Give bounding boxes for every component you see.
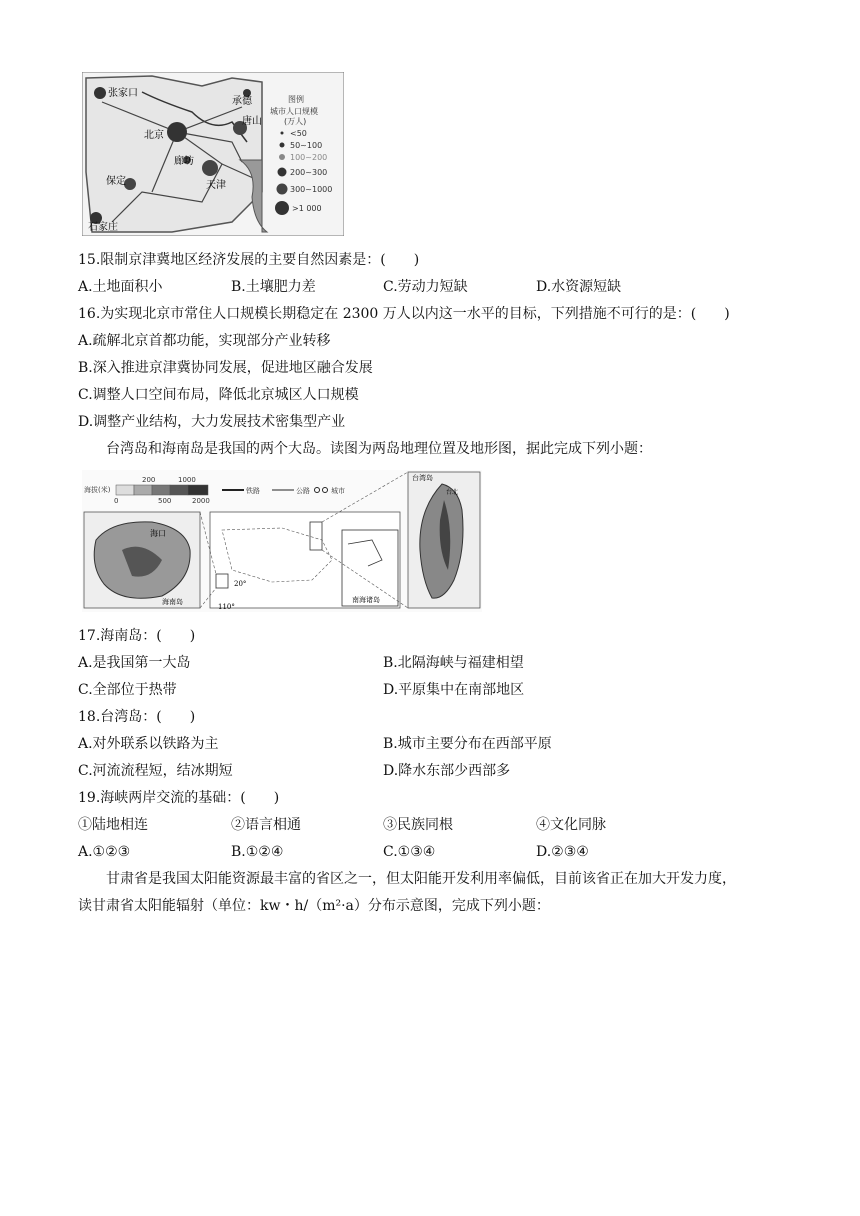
- q19-item-4: ④文化同脉: [536, 817, 606, 833]
- q18-option-b[interactable]: B.城市主要分布在西部平原: [383, 736, 552, 752]
- q19-option-d[interactable]: D.②③④: [536, 844, 589, 860]
- intro-gansu-line2: 读甘肃省太阳能辐射（单位：kw・h/（m²·a）分布示意图，完成下列小题：: [78, 898, 550, 914]
- city-label-zhangjiakou: 张家口: [108, 88, 138, 99]
- label-south-sea: 南海诸岛: [352, 596, 380, 604]
- q16-option-a[interactable]: A.疏解北京首都功能，实现部分产业转移: [78, 333, 331, 349]
- legend-elevation: 海拔(米): [84, 486, 111, 494]
- label-lat: 20°: [234, 580, 247, 588]
- q18-option-a[interactable]: A.对外联系以铁路为主: [78, 736, 219, 752]
- jingjinji-map: [82, 72, 344, 236]
- q15-stem: 15.限制京津冀地区经济发展的主要自然因素是：( ): [78, 252, 420, 268]
- city-label-tangshan: 唐山: [242, 116, 262, 127]
- legend-item-1: <50: [290, 129, 307, 138]
- city-label-tianjin: 天津: [206, 180, 226, 191]
- q16-stem: 16.为实现北京市常住人口规模长期稳定在 2300 万人以内这一水平的目标，下列措施不可行的是：( ): [78, 306, 730, 322]
- label-taiwan: 台湾岛: [412, 474, 433, 482]
- q18-option-c[interactable]: C.河流流程短，结冰期短: [78, 763, 233, 779]
- legend-item-5: 300~1000: [290, 185, 333, 194]
- legend-subtitle: 城市人口规模: [270, 107, 318, 116]
- label-lon: 110°: [218, 603, 235, 611]
- q16-option-b[interactable]: B.深入推进京津冀协同发展，促进地区融合发展: [78, 360, 373, 376]
- islands-map: [82, 470, 482, 612]
- q15-option-a[interactable]: A.土地面积小: [78, 279, 163, 295]
- q15-option-b[interactable]: B.土壤肥力差: [231, 279, 316, 295]
- q17-option-d[interactable]: D.平原集中在南部地区: [383, 682, 525, 698]
- city-label-shijiazhuang: 石家庄: [88, 222, 118, 233]
- label-taibei: 台北: [446, 489, 459, 496]
- scale-1000: 1000: [178, 476, 196, 484]
- legend-city: 城市: [331, 487, 345, 495]
- legend-item-4: 200~300: [290, 168, 328, 177]
- city-label-langfang: 廊坊: [174, 156, 194, 167]
- q18-stem: 18.台湾岛：( ): [78, 709, 196, 725]
- q17-option-c[interactable]: C.全部位于热带: [78, 682, 177, 698]
- q19-option-c[interactable]: C.①③④: [383, 844, 436, 860]
- label-hainan: 海南岛: [162, 598, 183, 606]
- scale-2000: 2000: [192, 497, 210, 505]
- legend-road: 公路: [296, 487, 310, 495]
- q15-option-c[interactable]: C.劳动力短缺: [383, 279, 468, 295]
- q16-option-c[interactable]: C.调整人口空间布局，降低北京城区人口规模: [78, 387, 359, 403]
- label-haikou: 海口: [150, 529, 166, 538]
- q19-option-b[interactable]: B.①②④: [231, 844, 284, 860]
- scale-500: 500: [158, 497, 172, 505]
- q18-option-d[interactable]: D.降水东部少西部多: [383, 763, 511, 779]
- q15-option-d[interactable]: D.水资源短缺: [536, 279, 622, 295]
- q19-stem: 19.海峡两岸交流的基础：( ): [78, 790, 280, 806]
- intro-gansu-line1: 甘肃省是我国太阳能资源最丰富的省区之一，但太阳能开发利用率偏低，目前该省正在加大开发力度，: [106, 871, 736, 887]
- scale-0: 0: [114, 497, 119, 505]
- intro-islands: 台湾岛和海南岛是我国的两个大岛。读图为两岛地理位置及地形图，据此完成下列小题：: [106, 441, 652, 457]
- q17-option-a[interactable]: A.是我国第一大岛: [78, 655, 191, 671]
- q19-item-2: ②语言相通: [231, 817, 301, 833]
- q19-item-3: ③民族同根: [383, 817, 453, 833]
- q19-option-a[interactable]: A.①②③: [78, 844, 131, 860]
- legend-unit: (万人): [284, 117, 307, 126]
- q17-stem: 17.海南岛：( ): [78, 628, 196, 644]
- legend-title: 图例: [288, 95, 304, 104]
- legend-item-2: 50~100: [290, 141, 323, 150]
- q16-option-d[interactable]: D.调整产业结构，大力发展技术密集型产业: [78, 414, 346, 430]
- q17-option-b[interactable]: B.北隔海峡与福建相望: [383, 655, 524, 671]
- city-label-baoding: 保定: [106, 176, 126, 187]
- legend-item-3: 100~200: [290, 153, 328, 162]
- city-label-chengde: 承德: [232, 96, 252, 107]
- q19-item-1: ①陆地相连: [78, 817, 148, 833]
- city-label-beijing: 北京: [144, 130, 164, 141]
- scale-200: 200: [142, 476, 156, 484]
- legend-rail: 铁路: [246, 487, 260, 495]
- legend-item-6: >1 000: [292, 204, 322, 213]
